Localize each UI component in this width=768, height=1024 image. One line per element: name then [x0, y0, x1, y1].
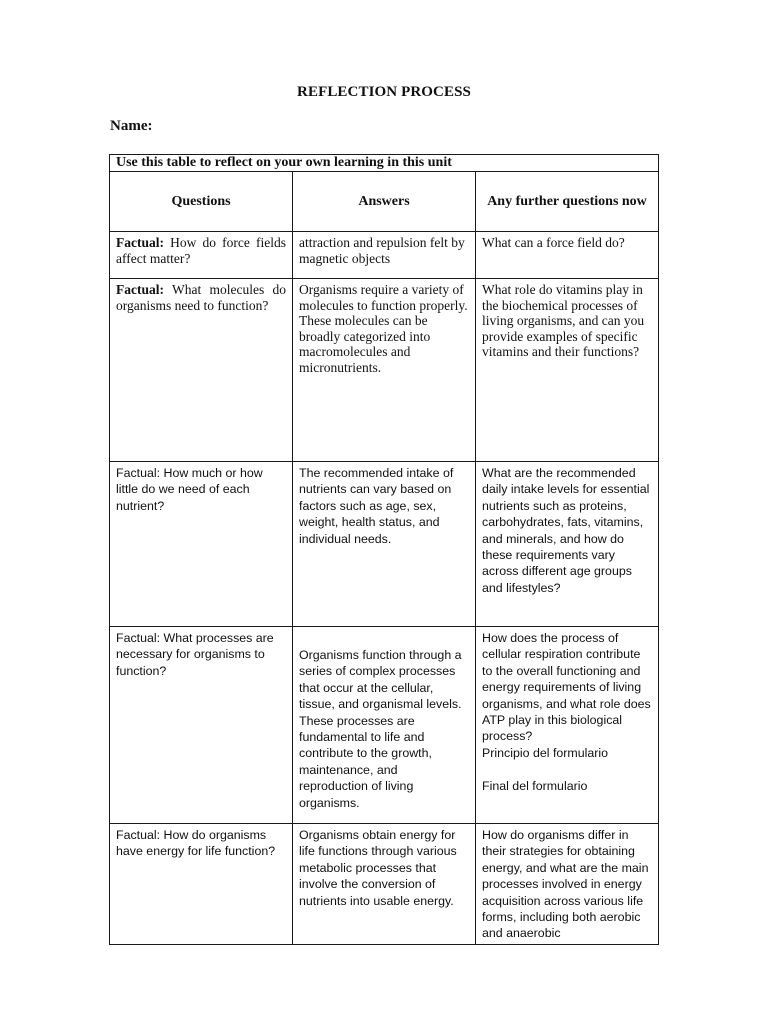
table-banner-row — [110, 155, 659, 172]
header-further-questions: Any further questions now — [476, 172, 659, 232]
further-question-cell: What role do vitamins play in the biochemical processes of living organisms, and can you provide examples of specific vitamins and their functions? — [476, 279, 659, 462]
question-text: What molecules do organisms need to function? — [116, 282, 286, 313]
table-row — [110, 279, 659, 462]
question-prefix: Factual: — [116, 235, 164, 250]
table-row — [110, 627, 659, 824]
header-questions: Questions — [110, 172, 293, 232]
blank-line — [482, 761, 652, 777]
table-row — [110, 232, 659, 279]
question-cell: Factual: How do organisms have energy for life function? — [110, 824, 293, 945]
name-label: Name: — [110, 118, 153, 134]
answer-cell: attraction and repulsion felt by magnetic objects — [293, 232, 476, 279]
reflection-table — [109, 154, 659, 945]
answer-cell: Organisms function through a series of complex processes that occur at the cellular, tissue, and organismal levels. These processes are fundamental to life and contribute to the growth, maintenance, and reproduction of living organisms. — [293, 627, 476, 824]
question-cell — [110, 279, 293, 462]
answer-cell: Organisms obtain energy for life functions through various metabolic processes that involve the conversion of nutrients into usable energy. — [293, 824, 476, 945]
form-start-note: Principio del formulario — [482, 745, 609, 760]
question-text: How do force fields affect matter? — [116, 235, 286, 266]
further-question-cell: What are the recommended daily intake levels for essential nutrients such as proteins, carbohydrates, fats, vitamins, and minerals, and how do these requirements vary across different age groups and lifestyles? — [476, 462, 659, 627]
document-title: REFLECTION PROCESS — [297, 84, 471, 100]
question-cell: Factual: How much or how little do we need of each nutrient? — [110, 462, 293, 627]
header-answers: Answers — [293, 172, 476, 232]
table-row — [110, 824, 659, 945]
question-prefix: Factual: — [116, 282, 164, 297]
further-question-cell: How do organisms differ in their strategies for obtaining energy, and what are the main processes involved in energy acquisition across various life forms, including both aerobic and anaerobic — [476, 824, 659, 945]
question-cell: Factual: What processes are necessary for organisms to function? — [110, 627, 293, 824]
table-banner: Use this table to reflect on your own learning in this unit — [110, 155, 659, 172]
further-question-text: How does the process of cellular respiration contribute to the overall functioning and energy requirements of living organisms, and what role does ATP play in this biological process? — [482, 631, 651, 744]
further-question-cell — [476, 627, 659, 824]
table-header-row — [110, 172, 659, 232]
question-cell — [110, 232, 293, 279]
answer-cell: The recommended intake of nutrients can vary based on factors such as age, sex, weight, health status, and individual needs. — [293, 462, 476, 627]
form-end-note: Final del formulario — [482, 778, 588, 793]
further-question-cell: What can a force field do? — [476, 232, 659, 279]
table-row — [110, 462, 659, 627]
answer-cell: Organisms require a variety of molecules to function properly. These molecules can be broadly categorized into macromolecules and micronutrients. — [293, 279, 476, 462]
